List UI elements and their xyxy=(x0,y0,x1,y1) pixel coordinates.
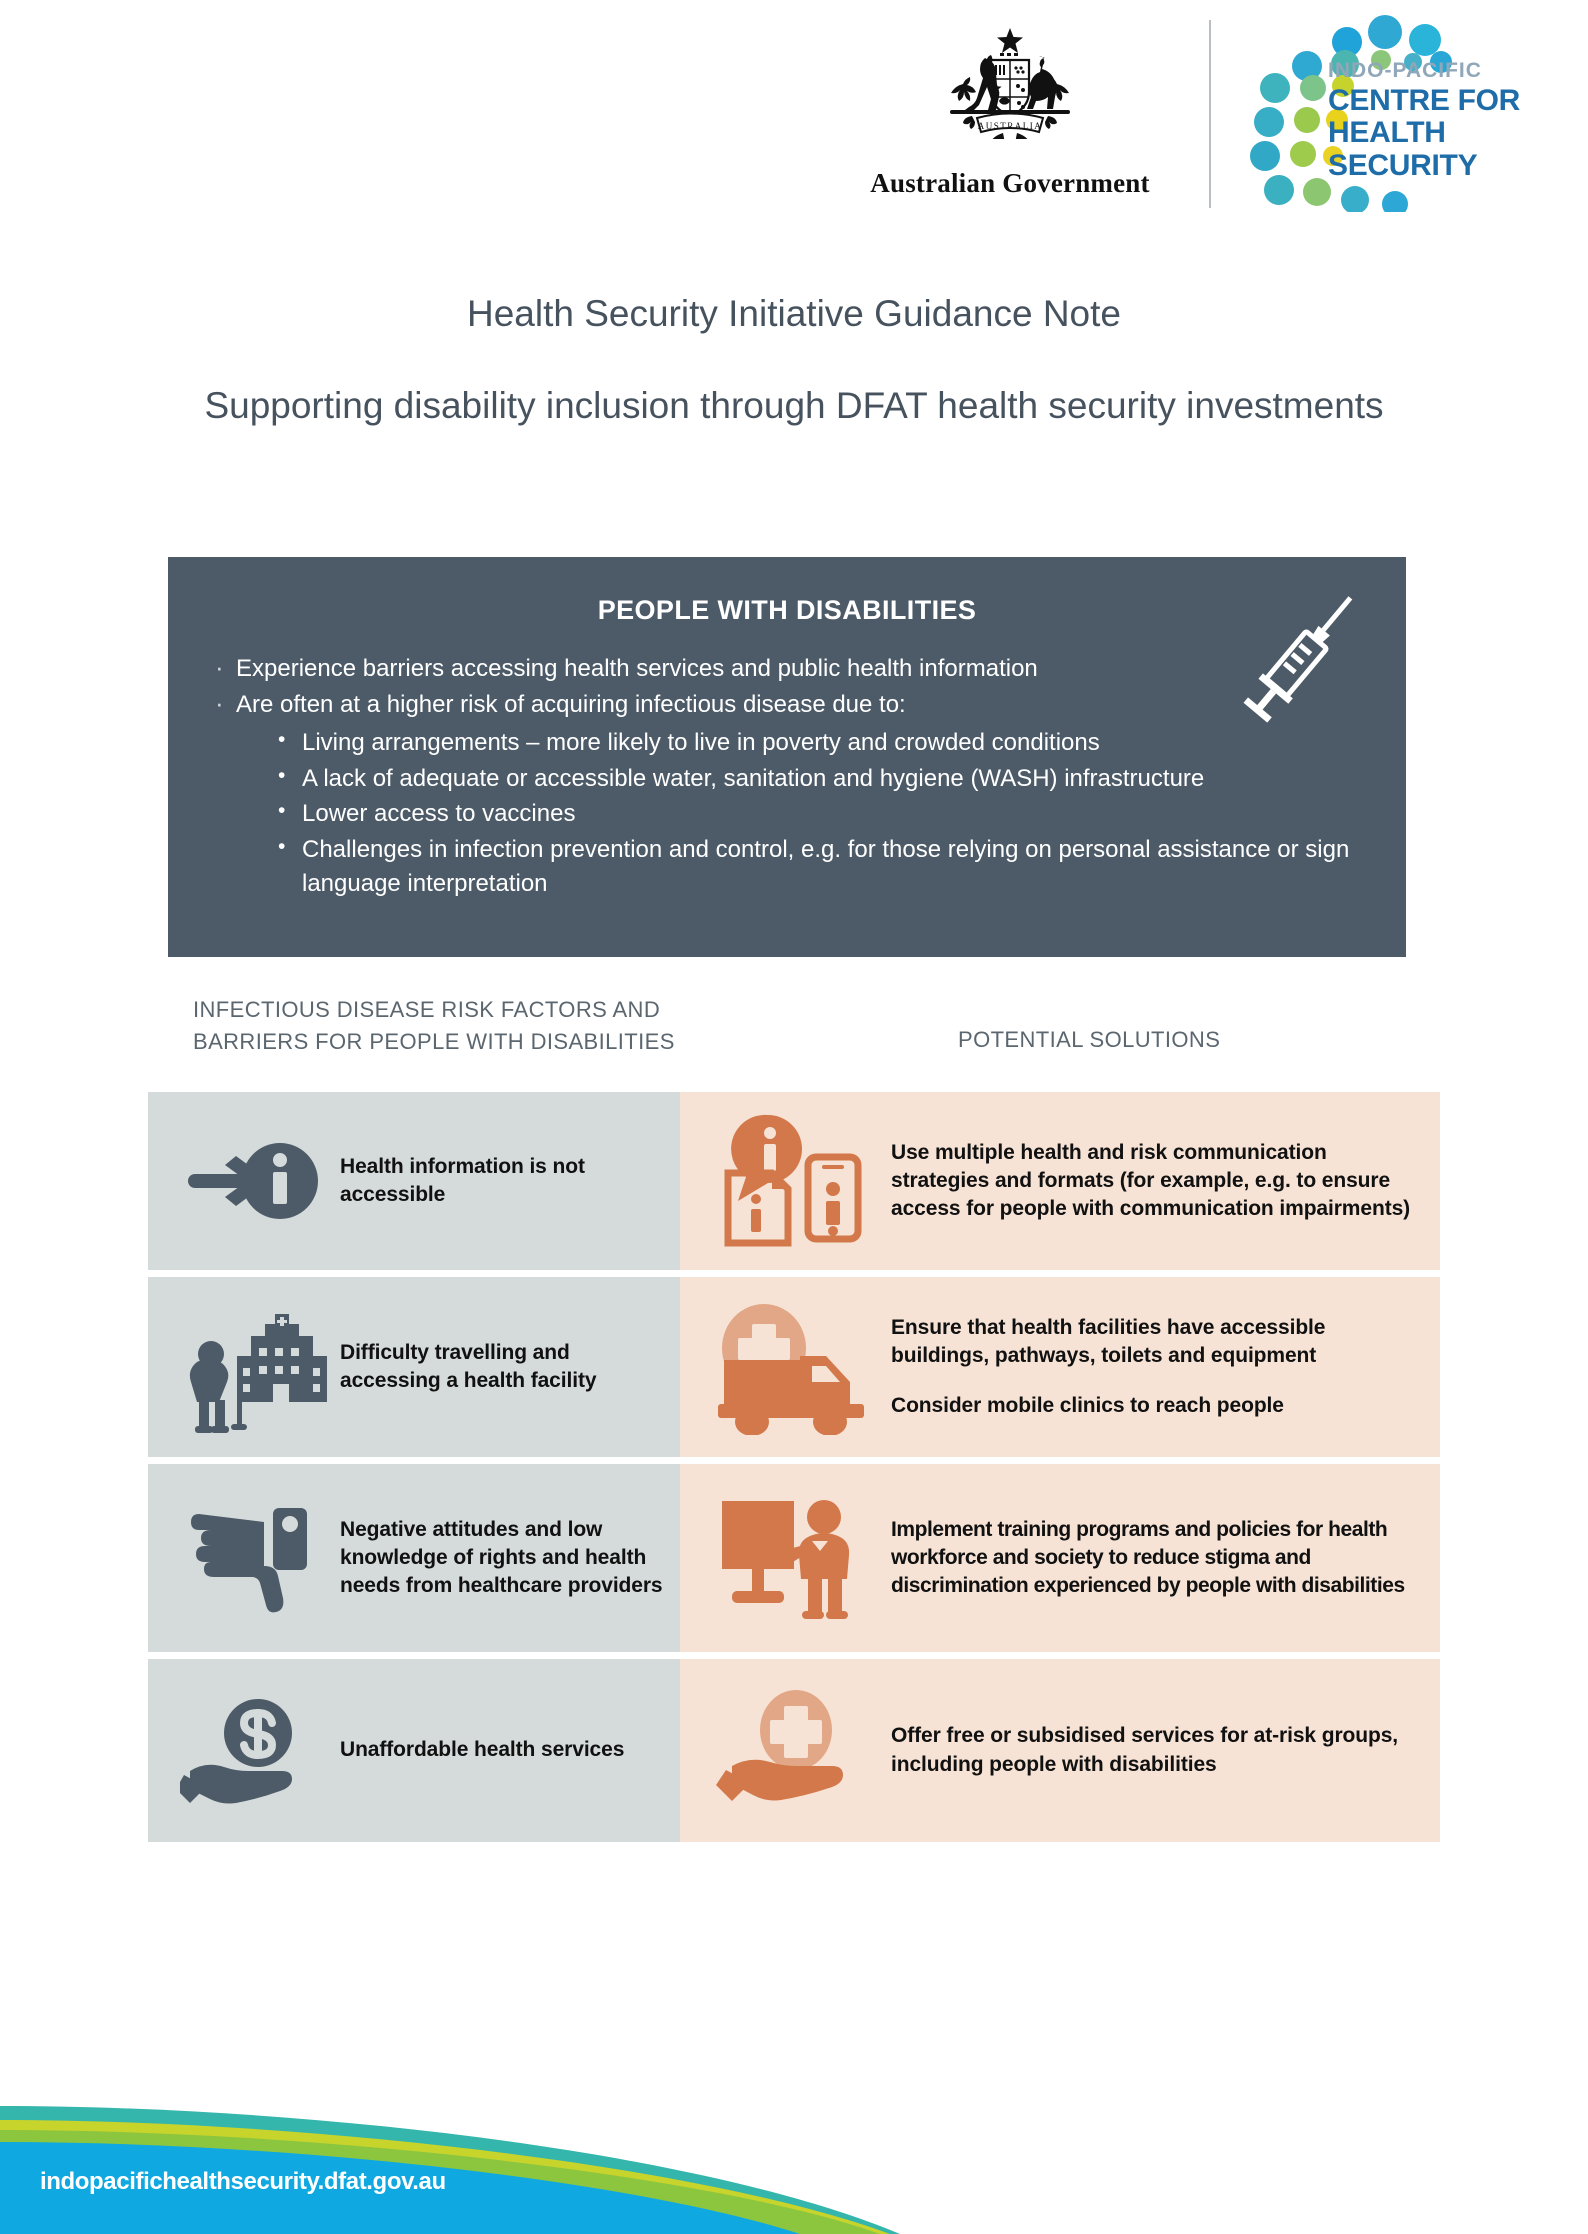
logo-line-health-security: HEALTH SECURITY xyxy=(1328,116,1478,182)
mobile-clinic-truck-icon xyxy=(706,1300,891,1435)
panel-bullet: · Are often at a higher risk of acquiring infectious disease due to: xyxy=(206,688,1368,722)
page-footer xyxy=(0,2072,1588,2234)
panel-sub-bullet-list xyxy=(206,726,1368,902)
page-title: Health Security Initiative Guidance Note xyxy=(466,293,1121,334)
barrier-cell xyxy=(148,1277,680,1457)
barriers-solutions-table xyxy=(148,1092,1440,1849)
commonwealth-coat-of-arms-icon xyxy=(915,24,1105,139)
panel-sub-bullet: • Lower access to vaccines xyxy=(278,797,1368,832)
page-subtitle: Supporting disability inclusion through DFAT health security investments xyxy=(204,385,1384,427)
panel-sub-bullet: • Challenges in infection prevention and control, e.g. for those relying on personal assistance or sign language interpretation xyxy=(278,833,1368,902)
barrier-text: Health information is not accessible xyxy=(340,1154,585,1206)
column-header-solutions: POTENTIAL SOLUTIONS xyxy=(958,1027,1221,1052)
indo-pacific-logo-text xyxy=(1328,60,1578,182)
hand-holding-medical-cross-icon xyxy=(706,1688,891,1813)
logo-line-indo-pacific: INDO-PACIFIC xyxy=(1328,59,1482,82)
footer-wave-graphic xyxy=(0,2072,1588,2234)
logo-line-centre-for: CENTRE FOR xyxy=(1328,84,1521,117)
table-row xyxy=(148,1092,1440,1270)
table-row xyxy=(148,1659,1440,1842)
solution-text xyxy=(891,1139,1418,1223)
panel-sub-bullet: • A lack of adequate or accessible water, sanitation and hygiene (WASH) infrastructure xyxy=(278,762,1368,797)
solution-cell xyxy=(680,1092,1440,1270)
panel-bullet: · Experience barriers accessing health services and public health information xyxy=(206,652,1368,686)
barrier-cell xyxy=(148,1092,680,1270)
title-block xyxy=(0,292,1588,433)
barrier-text: Difficulty travelling and accessing a health facility xyxy=(340,1340,597,1392)
solution-paragraph-1: Ensure that health facilities have accessible buildings, pathways, toilets and equipment xyxy=(891,1315,1326,1367)
solution-cell xyxy=(680,1659,1440,1842)
elderly-person-hospital-icon xyxy=(170,1300,340,1435)
column-header-barriers: INFECTIOUS DISEASE RISK FACTORS AND BARRIERS FOR PEOPLE WITH DISABILITIES xyxy=(193,997,675,1054)
panel-heading: PEOPLE WITH DISABILITIES xyxy=(597,595,977,625)
solution-text xyxy=(891,1516,1418,1600)
barrier-cell xyxy=(148,1464,680,1652)
barrier-text: Unaffordable health services xyxy=(340,1738,625,1762)
solution-paragraph-2: Consider mobile clinics to reach people xyxy=(891,1394,1284,1418)
information-access-blocked-icon xyxy=(170,1126,340,1236)
communication-formats-icon xyxy=(706,1111,891,1251)
table-row xyxy=(148,1277,1440,1457)
solution-cell xyxy=(680,1464,1440,1652)
solution-text xyxy=(891,1314,1418,1420)
barrier-cell xyxy=(148,1659,680,1842)
svg-text:AUSTRALIA: AUSTRALIA xyxy=(977,121,1043,131)
training-presentation-icon xyxy=(706,1493,891,1623)
page-header xyxy=(0,0,1588,250)
people-with-disabilities-panel xyxy=(168,557,1406,957)
thumbs-down-icon xyxy=(170,1498,340,1618)
solution-text: Offer free or subsidised services for at-risk groups, including people with disabilities xyxy=(891,1724,1399,1776)
syringe-icon xyxy=(1240,579,1370,739)
barrier-text: Negative attitudes and low knowledge of rights and health needs from healthcare providers xyxy=(340,1517,663,1598)
hand-holding-money-icon xyxy=(170,1691,340,1811)
australian-government-label: Australian Government xyxy=(870,168,1150,198)
table-row xyxy=(148,1464,1440,1652)
footer-url-link[interactable]: indopacifichealthsecurity.dfat.gov.au xyxy=(40,2168,446,2195)
solution-cell xyxy=(680,1277,1440,1457)
solution-paragraph-1: Implement training programs and policies for health workforce and society to reduce stigma and discrimination experienced by people with disabilities xyxy=(891,1517,1405,1598)
solution-paragraph-1: Use multiple health and risk communication strategies and formats (for example, e.g. to ensure access for people with communication impairments) xyxy=(891,1140,1411,1221)
header-divider xyxy=(1209,20,1211,208)
panel-sub-bullet: • Living arrangements – more likely to live in poverty and crowded conditions xyxy=(278,726,1368,761)
